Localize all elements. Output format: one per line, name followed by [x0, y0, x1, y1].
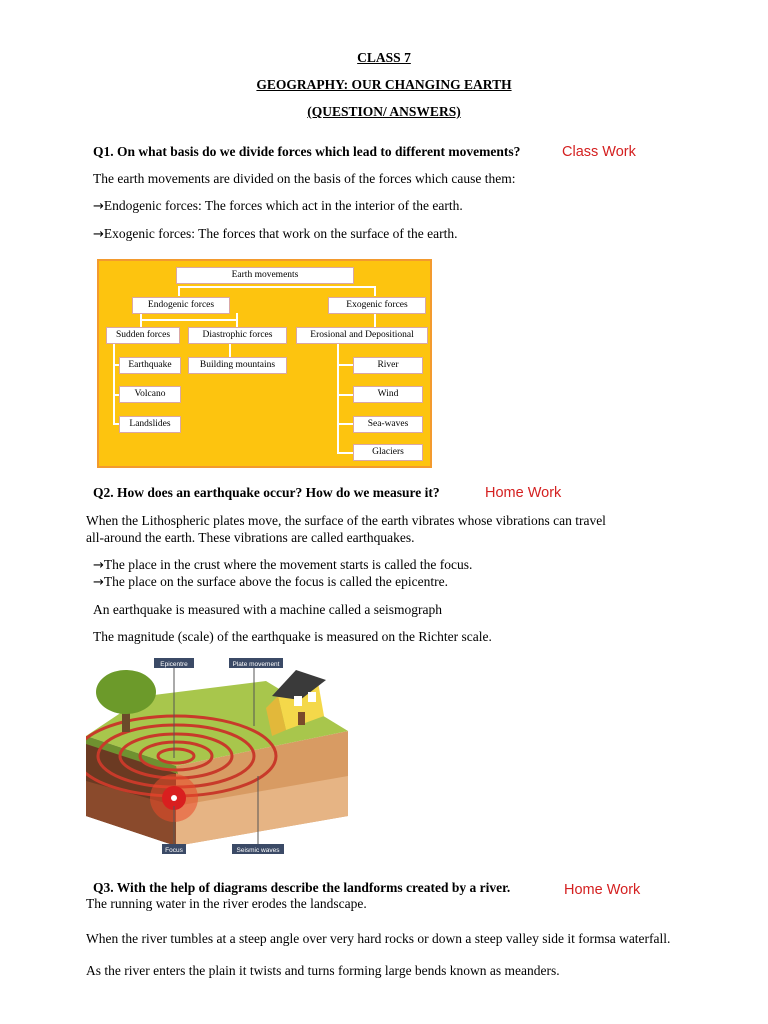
- subject-title: GEOGRAPHY: OUR CHANGING EARTH: [256, 77, 512, 92]
- class-heading: CLASS 7: [357, 50, 411, 65]
- node-building-mountains: Building mountains: [188, 357, 287, 374]
- answer-2-line-2: all-around the earth. These vibrations are called earthquakes.: [86, 530, 415, 545]
- node-river: River: [353, 357, 423, 374]
- label-seismic-waves: Seismic waves: [236, 847, 280, 854]
- document-type: (QUESTION/ ANSWERS): [307, 104, 461, 119]
- answer-2-magnitude: The magnitude (scale) of the earthquake is measured on the Richter scale.: [93, 629, 492, 644]
- connector-line: [236, 313, 238, 327]
- point-text: The place on the surface above the focus is called the epicentre.: [103, 574, 448, 589]
- connector-line: [374, 286, 376, 296]
- label-plate-movement: Plate movement: [232, 661, 280, 668]
- answer-3-line-1: The running water in the river erodes the landscape.: [86, 896, 367, 911]
- connector-line: [113, 343, 115, 425]
- point-text: Endogenic forces: The forces which act in the interior of the earth.: [103, 198, 463, 213]
- connector-line: [337, 452, 353, 454]
- answer-1-point-endogenic: [93, 198, 463, 214]
- answer-2-point-focus: [93, 557, 472, 573]
- node-exogenic-forces: Exogenic forces: [328, 297, 426, 314]
- earth-movements-diagram: [97, 259, 432, 468]
- point-text: The place in the crust where the movement starts is called the focus.: [103, 557, 473, 572]
- class-work-tag: Class Work: [562, 144, 636, 160]
- node-sea-waves: Sea-waves: [353, 416, 423, 433]
- answer-1-point-exogenic: [93, 226, 458, 242]
- answer-3-line-2: When the river tumbles at a steep angle over very hard rocks or down a steep valley side it formsa waterfall.: [86, 931, 671, 946]
- house-window: [294, 696, 302, 706]
- arrow-icon: →: [93, 199, 104, 214]
- answer-2-line-1: When the Lithospheric plates move, the surface of the earth vibrates whose vibrations can travel: [86, 513, 606, 528]
- connector-line: [140, 319, 238, 321]
- connector-line: [229, 343, 231, 357]
- node-diastrophic-forces: Diastrophic forces: [188, 327, 287, 344]
- node-glaciers: Glaciers: [353, 444, 423, 461]
- connector-line: [337, 394, 353, 396]
- arrow-icon: →: [93, 558, 104, 573]
- node-volcano: Volcano: [119, 386, 181, 403]
- question-2: Q2. How does an earthquake occur? How do we measure it?: [93, 485, 440, 500]
- earthquake-illustration: [86, 656, 356, 856]
- node-earthquake: Earthquake: [119, 357, 181, 374]
- node-wind: Wind: [353, 386, 423, 403]
- node-erosional-depositional: Erosional and Depositional: [296, 327, 428, 344]
- answer-3-line-3: As the river enters the plain it twists and turns forming large bends known as meanders.: [86, 963, 560, 978]
- label-focus: Focus: [165, 847, 183, 854]
- home-work-tag: Home Work: [485, 485, 562, 501]
- arrow-icon: →: [93, 227, 104, 242]
- focus-center: [171, 795, 177, 801]
- label-epicentre: Epicentre: [160, 661, 188, 668]
- connector-line: [178, 286, 376, 288]
- answer-2-measure: An earthquake is measured with a machine called a seismograph: [93, 602, 442, 617]
- node-endogenic-forces: Endogenic forces: [132, 297, 230, 314]
- arrow-icon: →: [93, 575, 104, 590]
- answer-2-point-epicentre: [93, 574, 448, 590]
- point-text: Exogenic forces: The forces that work on the surface of the earth.: [103, 226, 458, 241]
- connector-line: [337, 343, 339, 454]
- question-3: Q3. With the help of diagrams describe the landforms created by a river.: [93, 880, 511, 895]
- question-1: Q1. On what basis do we divide forces which lead to different movements?: [93, 144, 521, 159]
- connector-line: [337, 423, 353, 425]
- house-window: [308, 692, 316, 702]
- connector-line: [374, 313, 376, 327]
- tree-canopy: [96, 670, 156, 714]
- node-earth-movements: Earth movements: [176, 267, 354, 284]
- node-sudden-forces: Sudden forces: [106, 327, 180, 344]
- answer-1-intro: The earth movements are divided on the basis of the forces which cause them:: [93, 171, 516, 186]
- node-landslides: Landslides: [119, 416, 181, 433]
- connector-line: [337, 364, 353, 366]
- house-door: [298, 712, 305, 725]
- home-work-tag: Home Work: [564, 882, 641, 898]
